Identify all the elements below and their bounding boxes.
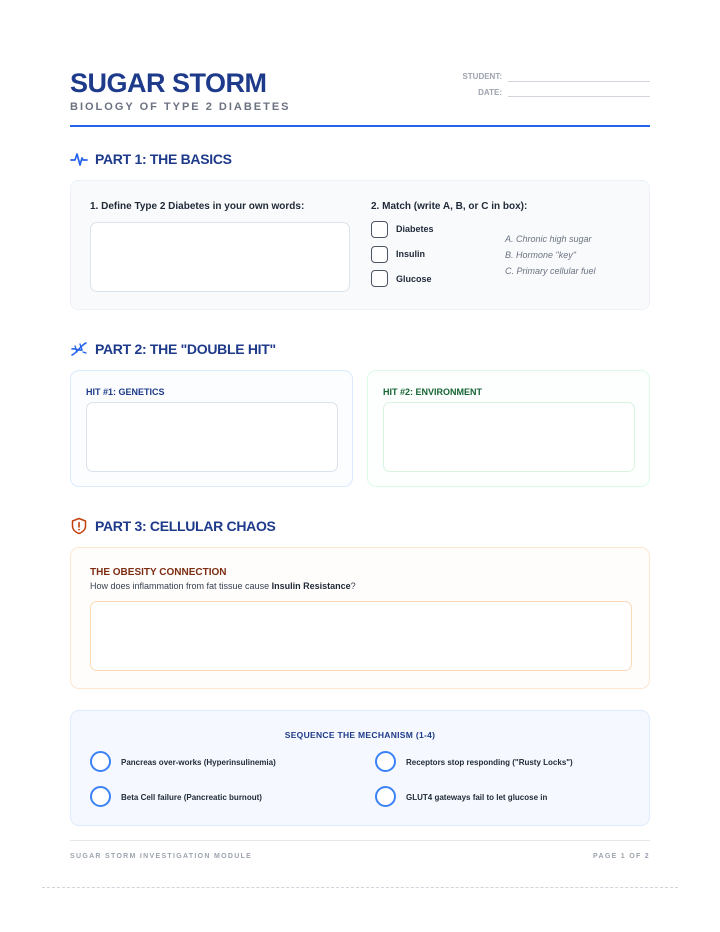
option-b: B. Hormone "key" — [505, 250, 576, 260]
sequence-circle-3[interactable] — [90, 786, 111, 807]
part2-heading — [70, 340, 276, 358]
option-a: A. Chronic high sugar — [505, 234, 592, 244]
header-divider — [70, 125, 650, 127]
option-c: C. Primary cellular fuel — [505, 266, 596, 276]
page-title: SUGAR STORM — [70, 68, 267, 98]
match-box-diabetes[interactable] — [371, 221, 388, 238]
page-subtitle: BIOLOGY OF TYPE 2 DIABETES — [70, 101, 291, 113]
part1-heading-text: PART 1: THE BASICS — [95, 151, 232, 167]
sequence-circle-2[interactable] — [375, 751, 396, 772]
part1-heading — [70, 150, 232, 168]
sequence-title: SEQUENCE THE MECHANISM (1-4) — [284, 730, 436, 740]
part2-heading-text: PART 2: THE "DOUBLE HIT" — [95, 341, 276, 357]
genetics-card — [70, 370, 353, 487]
page-cut-line — [42, 887, 678, 888]
sequence-circle-1[interactable] — [90, 751, 111, 772]
obesity-answer-box[interactable] — [90, 601, 632, 671]
obesity-card — [70, 547, 650, 689]
obesity-question: How does inflammation from fat tissue cause Insulin Resistance? — [90, 581, 356, 591]
sequence-item-1: Pancreas over-works (Hyperinsulinemia) — [121, 758, 276, 767]
genetics-label: HIT #1: GENETICS — [86, 387, 165, 397]
shield-alert-icon — [70, 517, 88, 535]
pulse-icon — [70, 150, 88, 168]
match-box-insulin[interactable] — [371, 246, 388, 263]
part1-card — [70, 180, 650, 310]
term-insulin: Insulin — [396, 249, 425, 259]
footer-page-number: PAGE 1 OF 2 — [593, 853, 650, 860]
student-label: STUDENT: — [462, 72, 502, 81]
environment-answer-box[interactable] — [383, 402, 635, 472]
sequence-circle-4[interactable] — [375, 786, 396, 807]
sequence-item-4: GLUT4 gateways fail to let glucose in — [406, 793, 548, 802]
environment-card — [367, 370, 650, 487]
sequence-item-2: Receptors stop responding ("Rusty Locks") — [406, 758, 573, 767]
term-diabetes: Diabetes — [396, 224, 434, 234]
dna-icon — [70, 340, 88, 358]
term-glucose: Glucose — [396, 274, 432, 284]
genetics-answer-box[interactable] — [86, 402, 338, 472]
environment-label: HIT #2: ENVIRONMENT — [383, 387, 483, 397]
match-question: 2. Match (write A, B, or C in box): — [371, 201, 528, 212]
define-question: 1. Define Type 2 Diabetes in your own words: — [90, 201, 305, 212]
student-field[interactable] — [508, 81, 650, 82]
date-field[interactable] — [508, 96, 650, 97]
footer-module: SUGAR STORM INVESTIGATION MODULE — [70, 853, 253, 860]
part3-heading-text: PART 3: CELLULAR CHAOS — [95, 518, 276, 534]
footer-divider — [70, 840, 650, 841]
obesity-title: THE OBESITY CONNECTION — [90, 567, 227, 578]
sequence-item-3: Beta Cell failure (Pancreatic burnout) — [121, 793, 262, 802]
insulin-resistance-term: Insulin Resistance — [271, 581, 351, 591]
define-answer-box[interactable] — [90, 222, 350, 292]
sequence-card — [70, 710, 650, 826]
date-label: DATE: — [478, 88, 502, 97]
match-box-glucose[interactable] — [371, 270, 388, 287]
part3-heading — [70, 517, 276, 535]
